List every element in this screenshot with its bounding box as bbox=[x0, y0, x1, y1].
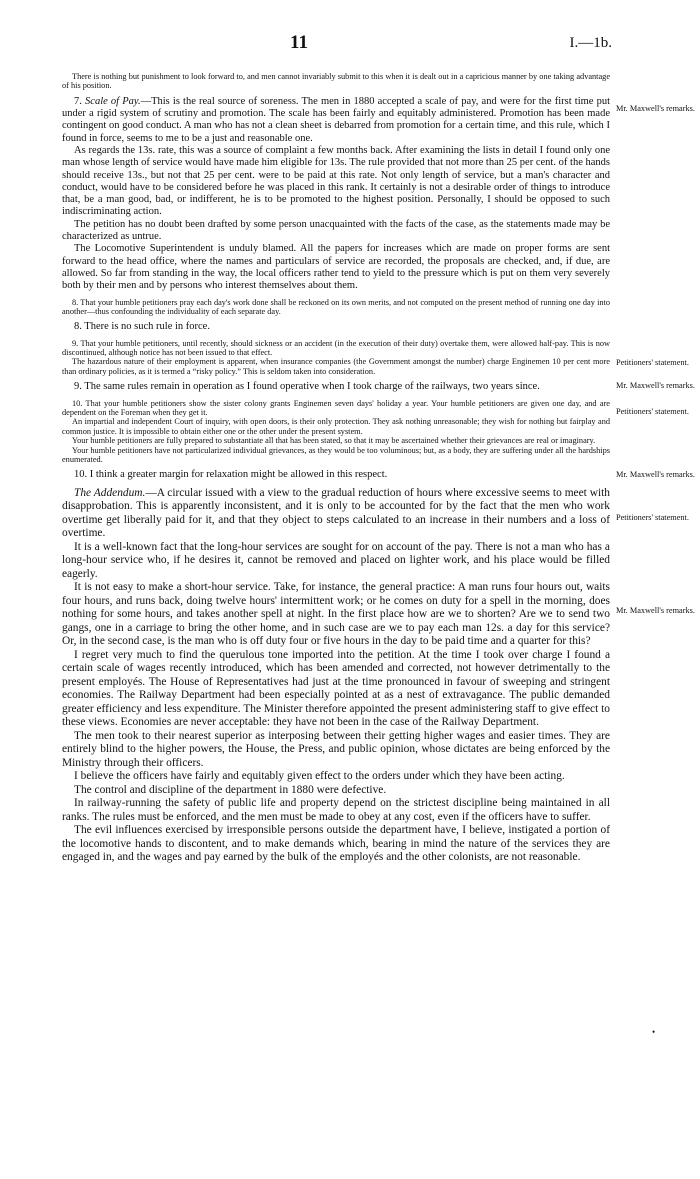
remark-paragraph: The control and discipline of the department in 1880 were defective. bbox=[74, 783, 387, 796]
remark-paragraph: In railway-running the safety of public life and property depend on the strictest discipline being maintained in all ranks. The rules must be enforced, and the men must be made to obey at any cost, even if the officers have to suffer. bbox=[62, 797, 610, 823]
remark-paragraph: As regards the 13s. rate, this was a source of complaint a few months back. After examining the lists in detail I found only one man whose length of service would have made him eligible for 13s. The rule provided that not more than 25 per cent. of the hands should receive 13s., but not that 25 per cent. were to be paid at this rate. Not only length of service, but a man's character and conduct, would have to be considered before he was placed in this rank. It certainly is not a desirable order of things to introduce that, be a man good, bad, or indifferent, he is to be promoted to the highest position. Personally, I should be opposed to such indiscriminating action. bbox=[62, 145, 610, 218]
petition-paragraph: There is nothing but punishment to look forward to, and men cannot invariably submit to this when it is dealt out in a capricious manner by one taking advantage of his position. bbox=[62, 72, 610, 91]
petition-paragraph: 9. That your humble petitioners, until recently, should sickness or an accident (in the execution of their duty) overtake them, were allowed half-pay. This is now discontinued, although notice has not been issued to that effect. bbox=[62, 338, 610, 358]
petition-paragraph: 10. That your humble petitioners show the sister colony grants Enginemen seven days' holiday a year. Your humble petitioners are given one day, and are dependent on the Foreman when they get it. bbox=[62, 398, 610, 417]
margin-note: Mr. Maxwell's remarks. bbox=[616, 104, 695, 113]
petition-paragraph: Your humble petitioners are fully prepared to substantiate all that has been stated, so that it may be ascertained whether their grievances are real or imaginary. bbox=[72, 436, 596, 446]
margin-note: Petitioners' statement. bbox=[616, 407, 689, 416]
margin-note: Mr. Maxwell's remarks. bbox=[616, 606, 695, 615]
body-text bbox=[62, 72, 610, 865]
remark-paragraph: It is a well-known fact that the long-hour services are sought for on account of the pay. There is not a man who has a long-hour service who, if he desires it, cannot be removed and placed on lighter work, and his place would be filled eagerly. bbox=[62, 540, 610, 580]
section-heading: The Addendum. bbox=[74, 486, 146, 499]
section-heading: Scale of Pay. bbox=[85, 95, 141, 107]
remark-paragraph: I believe the officers have fairly and equitably given effect to the orders under which they have been acting. bbox=[74, 770, 565, 783]
remark-paragraph: It is not easy to make a short-hour service. Take, for instance, the general practice: A man runs four hours out, waits four hours, and runs back, doing twelve hours' intermittent work; or he comes on duty for a spell in the morning, does nothing for some hours, and takes another spell at night. In the first place how are we to shorten? Are we to send two gangs, one in a carriage to bring the other home, and in such case are we to pay each man 12s. a day for this service? Or, in the second case, is the man who is off duty four or five hours in the day to be paid time and a quarter for this? bbox=[62, 581, 610, 648]
margin-note: Mr. Maxwell's remarks. bbox=[616, 381, 695, 390]
remark-paragraph: 10. I think a greater margin for relaxation might be allowed in this respect. bbox=[74, 469, 388, 481]
page-header bbox=[0, 32, 700, 56]
page-number: 11 bbox=[290, 32, 308, 53]
remark-paragraph: I regret very much to find the querulous tone imported into the petition. At the time I took over charge I found a certain scale of wages recently introduced, which has been amended and corrected, not however detrimentally to the present employés. The House of Representatives had just at the time pronounced in favour of sweeping and stringent economies. The Railway Department had been especially pointed at as a nest of extravagance. The public demanded greater efficiency and less expenditure. The Minister therefore appointed the present administering staff to give effect to these views. Economies are never acceptable: they have not been in the case of the Railway Department. bbox=[62, 648, 610, 729]
document-reference: I.—1b. bbox=[569, 35, 612, 51]
margin-note: Petitioners' statement. bbox=[616, 358, 689, 367]
remark-paragraph: The petition has no doubt been drafted by some person unacquainted with the facts of the case, as the statements made may be characterized as untrue. bbox=[62, 218, 610, 243]
remark-paragraph: The evil influences exercised by irresponsible persons outside the department have, I believe, instigated a portion of the locomotive hands to discontent, and to make demands which, bearing in mind the nature of the services they are engaged in, and the wages and pay earned by the bulk of the employés and the other colonists, are not reasonable. bbox=[62, 824, 610, 864]
margin-note: Mr. Maxwell's remarks. bbox=[616, 470, 695, 479]
remark-paragraph: The Locomotive Superintendent is unduly blamed. All the papers for increases which are made on proper forms are sent forward to the head office, where the names and particulars of service are recorded, the proposals are checked, and, if due, are allowed. So far from standing in the way, the local officers rather tend to yield to the pressure which is put on them very severely both by their men and by persons who interest themselves about them. bbox=[62, 243, 610, 292]
petition-paragraph: An impartial and independent Court of inquiry, with open doors, is their only protection. They ask nothing unreasonable; they wish for nothing but fairplay and common justice. It is impossible to obtain either one or the other under the present system. bbox=[62, 417, 610, 436]
petition-paragraph: The hazardous nature of their employment is apparent, when insurance companies (the Government amongst the number) charge Enginemen 10 per cent more than ordinary policies, as it is termed a “risky policy.” This is seldom taken into consideration. bbox=[62, 357, 610, 376]
remark-paragraph: 8. There is no such rule in force. bbox=[74, 321, 210, 333]
petition-paragraph: 8. That your humble petitioners pray each day's work done shall be reckoned on its own merits, and not computed on the present method of running one day into another—thus confounding the individuality of each separate day. bbox=[62, 297, 610, 316]
remark-paragraph: The Addendum.—A circular issued with a view to the gradual reduction of hours where excessive seems to meet with disapprobation. This is apparently inconsistent, and it is only to be accounted for by the fact that the men who work overtime get liberally paid for it, and that they object to steps calculated to an increase in their numbers and a loss of overtime. bbox=[62, 486, 611, 540]
stray-mark: • bbox=[652, 1027, 656, 1037]
remark-paragraph: 7. Scale of Pay.—This is the real source of soreness. The men in 1880 accepted a scale of pay, and were for the first time put under a rigid system of scrutiny and promotion. The scale has been fairly and equitably administered. Promotion has been made contingent on good conduct. A man who has not a clean sheet is debarred from promotion for a certain time, and this rule, which I found in force, seems to me to be a just and reasonable one. bbox=[62, 95, 611, 144]
petition-paragraph: Your humble petitioners have not particularized individual grievances, as they would be too voluminous; but, as a body, they are suffering under all the hardships enumerated. bbox=[62, 445, 610, 465]
remark-paragraph: The men took to their nearest superior as interposing between their getting higher wages and easier times. They are entirely blind to the higher powers, the House, the Press, and public opinion, whose dictates are being enforced by the Ministry through their officers. bbox=[62, 729, 610, 769]
remark-paragraph: 9. The same rules remain in operation as I found operative when I took charge of the railways, two years since. bbox=[74, 381, 540, 393]
margin-note: Petitioners' statement. bbox=[616, 513, 689, 522]
